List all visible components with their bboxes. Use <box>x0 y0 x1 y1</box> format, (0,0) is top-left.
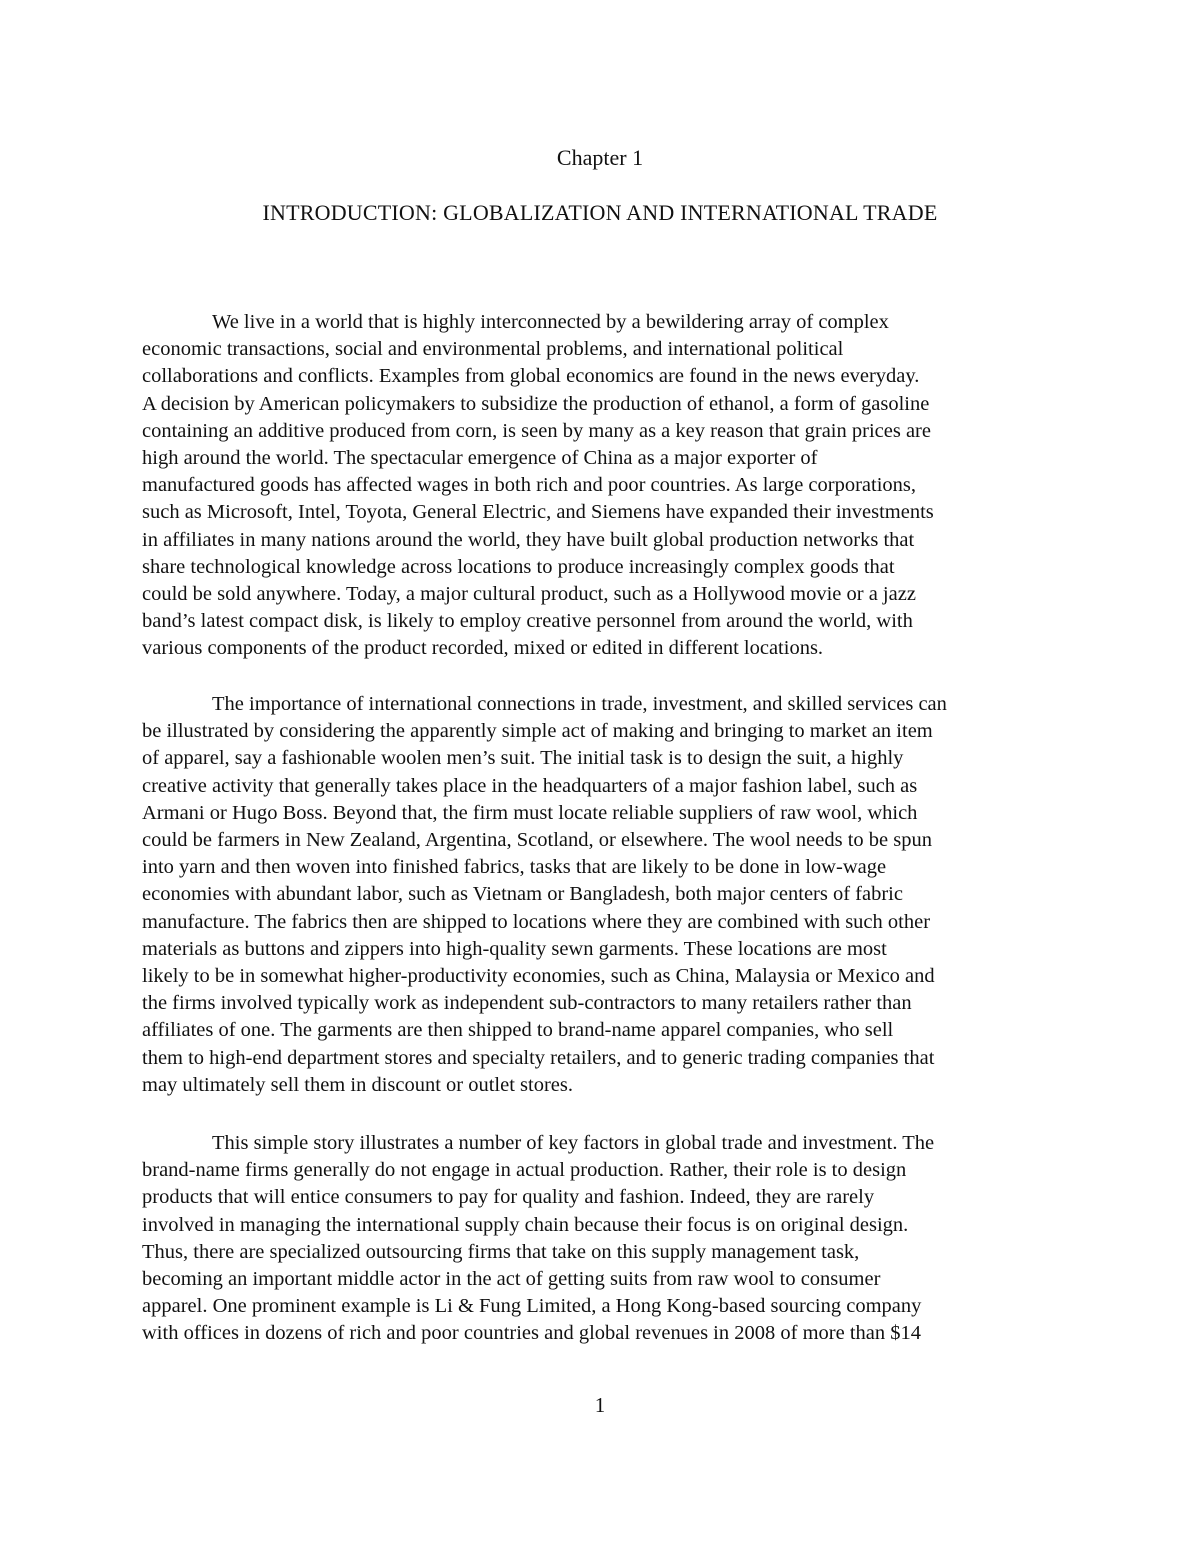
paragraph-line: may ultimately sell them in discount or outlet stores. <box>142 1073 574 1096</box>
chapter-title: INTRODUCTION: GLOBALIZATION AND INTERNATIONAL TRADE <box>262 200 938 225</box>
paragraph-line: the firms involved typically work as independent sub-contractors to many retailers rather than <box>142 992 912 1015</box>
paragraph-line: share technological knowledge across locations to produce increasingly complex goods that <box>142 555 895 578</box>
paragraph-line: such as Microsoft, Intel, Toyota, General Electric, and Siemens have expanded their investments <box>142 501 934 524</box>
paragraph-line: creative activity that generally takes place in the headquarters of a major fashion label, such as <box>142 774 918 797</box>
paragraph-line: band’s latest compact disk, is likely to employ creative personnel from around the world, with <box>142 610 913 633</box>
paragraph-line: The importance of international connections in trade, investment, and skilled services can <box>212 693 947 715</box>
paragraph-line: could be sold anywhere. Today, a major cultural product, such as a Hollywood movie or a jazz <box>142 583 916 606</box>
paragraph-1 <box>142 309 1062 663</box>
paragraph-line: of apparel, say a fashionable woolen men’s suit. The initial task is to design the suit, a highly <box>142 747 904 770</box>
paragraph-line: manufacture. The fabrics then are shipped to locations where they are combined with such other <box>142 910 931 933</box>
paragraph-line: containing an additive produced from corn, is seen by many as a key reason that grain prices are <box>142 419 931 442</box>
paragraph-line: in affiliates in many nations around the world, they have built global production networks that <box>142 528 915 551</box>
paragraph-line: affiliates of one. The garments are then shipped to brand-name apparel companies, who sell <box>142 1019 894 1042</box>
paragraph-line: likely to be in somewhat higher-productivity economies, such as China, Malaysia or Mexico and <box>142 965 935 988</box>
paragraph-line: with offices in dozens of rich and poor countries and global revenues in 2008 of more than $14 <box>142 1322 921 1345</box>
paragraph-line: Armani or Hugo Boss. Beyond that, the firm must locate reliable suppliers of raw wool, which <box>142 801 918 824</box>
paragraph-line: materials as buttons and zippers into high-quality sewn garments. These locations are most <box>142 937 887 960</box>
paragraph-line: involved in managing the international supply chain because their focus is on original design. <box>142 1213 909 1236</box>
paragraph-line: them to high-end department stores and specialty retailers, and to generic trading companies that <box>142 1046 935 1069</box>
paragraph-line: economies with abundant labor, such as Vietnam or Bangladesh, both major centers of fabric <box>142 883 903 906</box>
paragraph-line: A decision by American policymakers to subsidize the production of ethanol, a form of gasoline <box>142 392 930 415</box>
paragraph-line: brand-name firms generally do not engage in actual production. Rather, their role is to design <box>142 1159 907 1182</box>
paragraph-line: could be farmers in New Zealand, Argentina, Scotland, or elsewhere. The wool needs to be spun <box>142 829 932 852</box>
paragraph-line: into yarn and then woven into finished fabrics, tasks that are likely to be done in low-wage <box>142 856 887 879</box>
paragraph-line: This simple story illustrates a number of key factors in global trade and investment. The <box>212 1132 935 1154</box>
paragraph-3 <box>142 1130 1062 1348</box>
paragraph-line: collaborations and conflicts. Examples from global economics are found in the news everyday. <box>142 365 920 388</box>
paragraph-line: be illustrated by considering the apparently simple act of making and bringing to market an item <box>142 720 933 743</box>
paragraph-line: various components of the product recorded, mixed or edited in different locations. <box>142 637 824 660</box>
paragraph-2 <box>142 691 1062 1099</box>
paragraph-line: manufactured goods has affected wages in both rich and poor countries. As large corporations, <box>142 474 917 497</box>
paragraph-line: products that will entice consumers to pay for quality and fashion. Indeed, they are rarely <box>142 1186 875 1209</box>
paragraph-line: Thus, there are specialized outsourcing firms that take on this supply management task, <box>142 1240 860 1263</box>
paragraph-line: high around the world. The spectacular emergence of China as a major exporter of <box>142 447 818 470</box>
paragraph-line: We live in a world that is highly interconnected by a bewildering array of complex <box>212 311 889 333</box>
paragraph-line: becoming an important middle actor in the act of getting suits from raw wool to consumer <box>142 1268 881 1291</box>
page-number: 1 <box>594 1393 606 1417</box>
chapter-label: Chapter 1 <box>556 145 644 170</box>
paragraph-line: apparel. One prominent example is Li & Fung Limited, a Hong Kong-based sourcing company <box>142 1295 922 1318</box>
paragraph-line: economic transactions, social and environmental problems, and international political <box>142 338 844 361</box>
